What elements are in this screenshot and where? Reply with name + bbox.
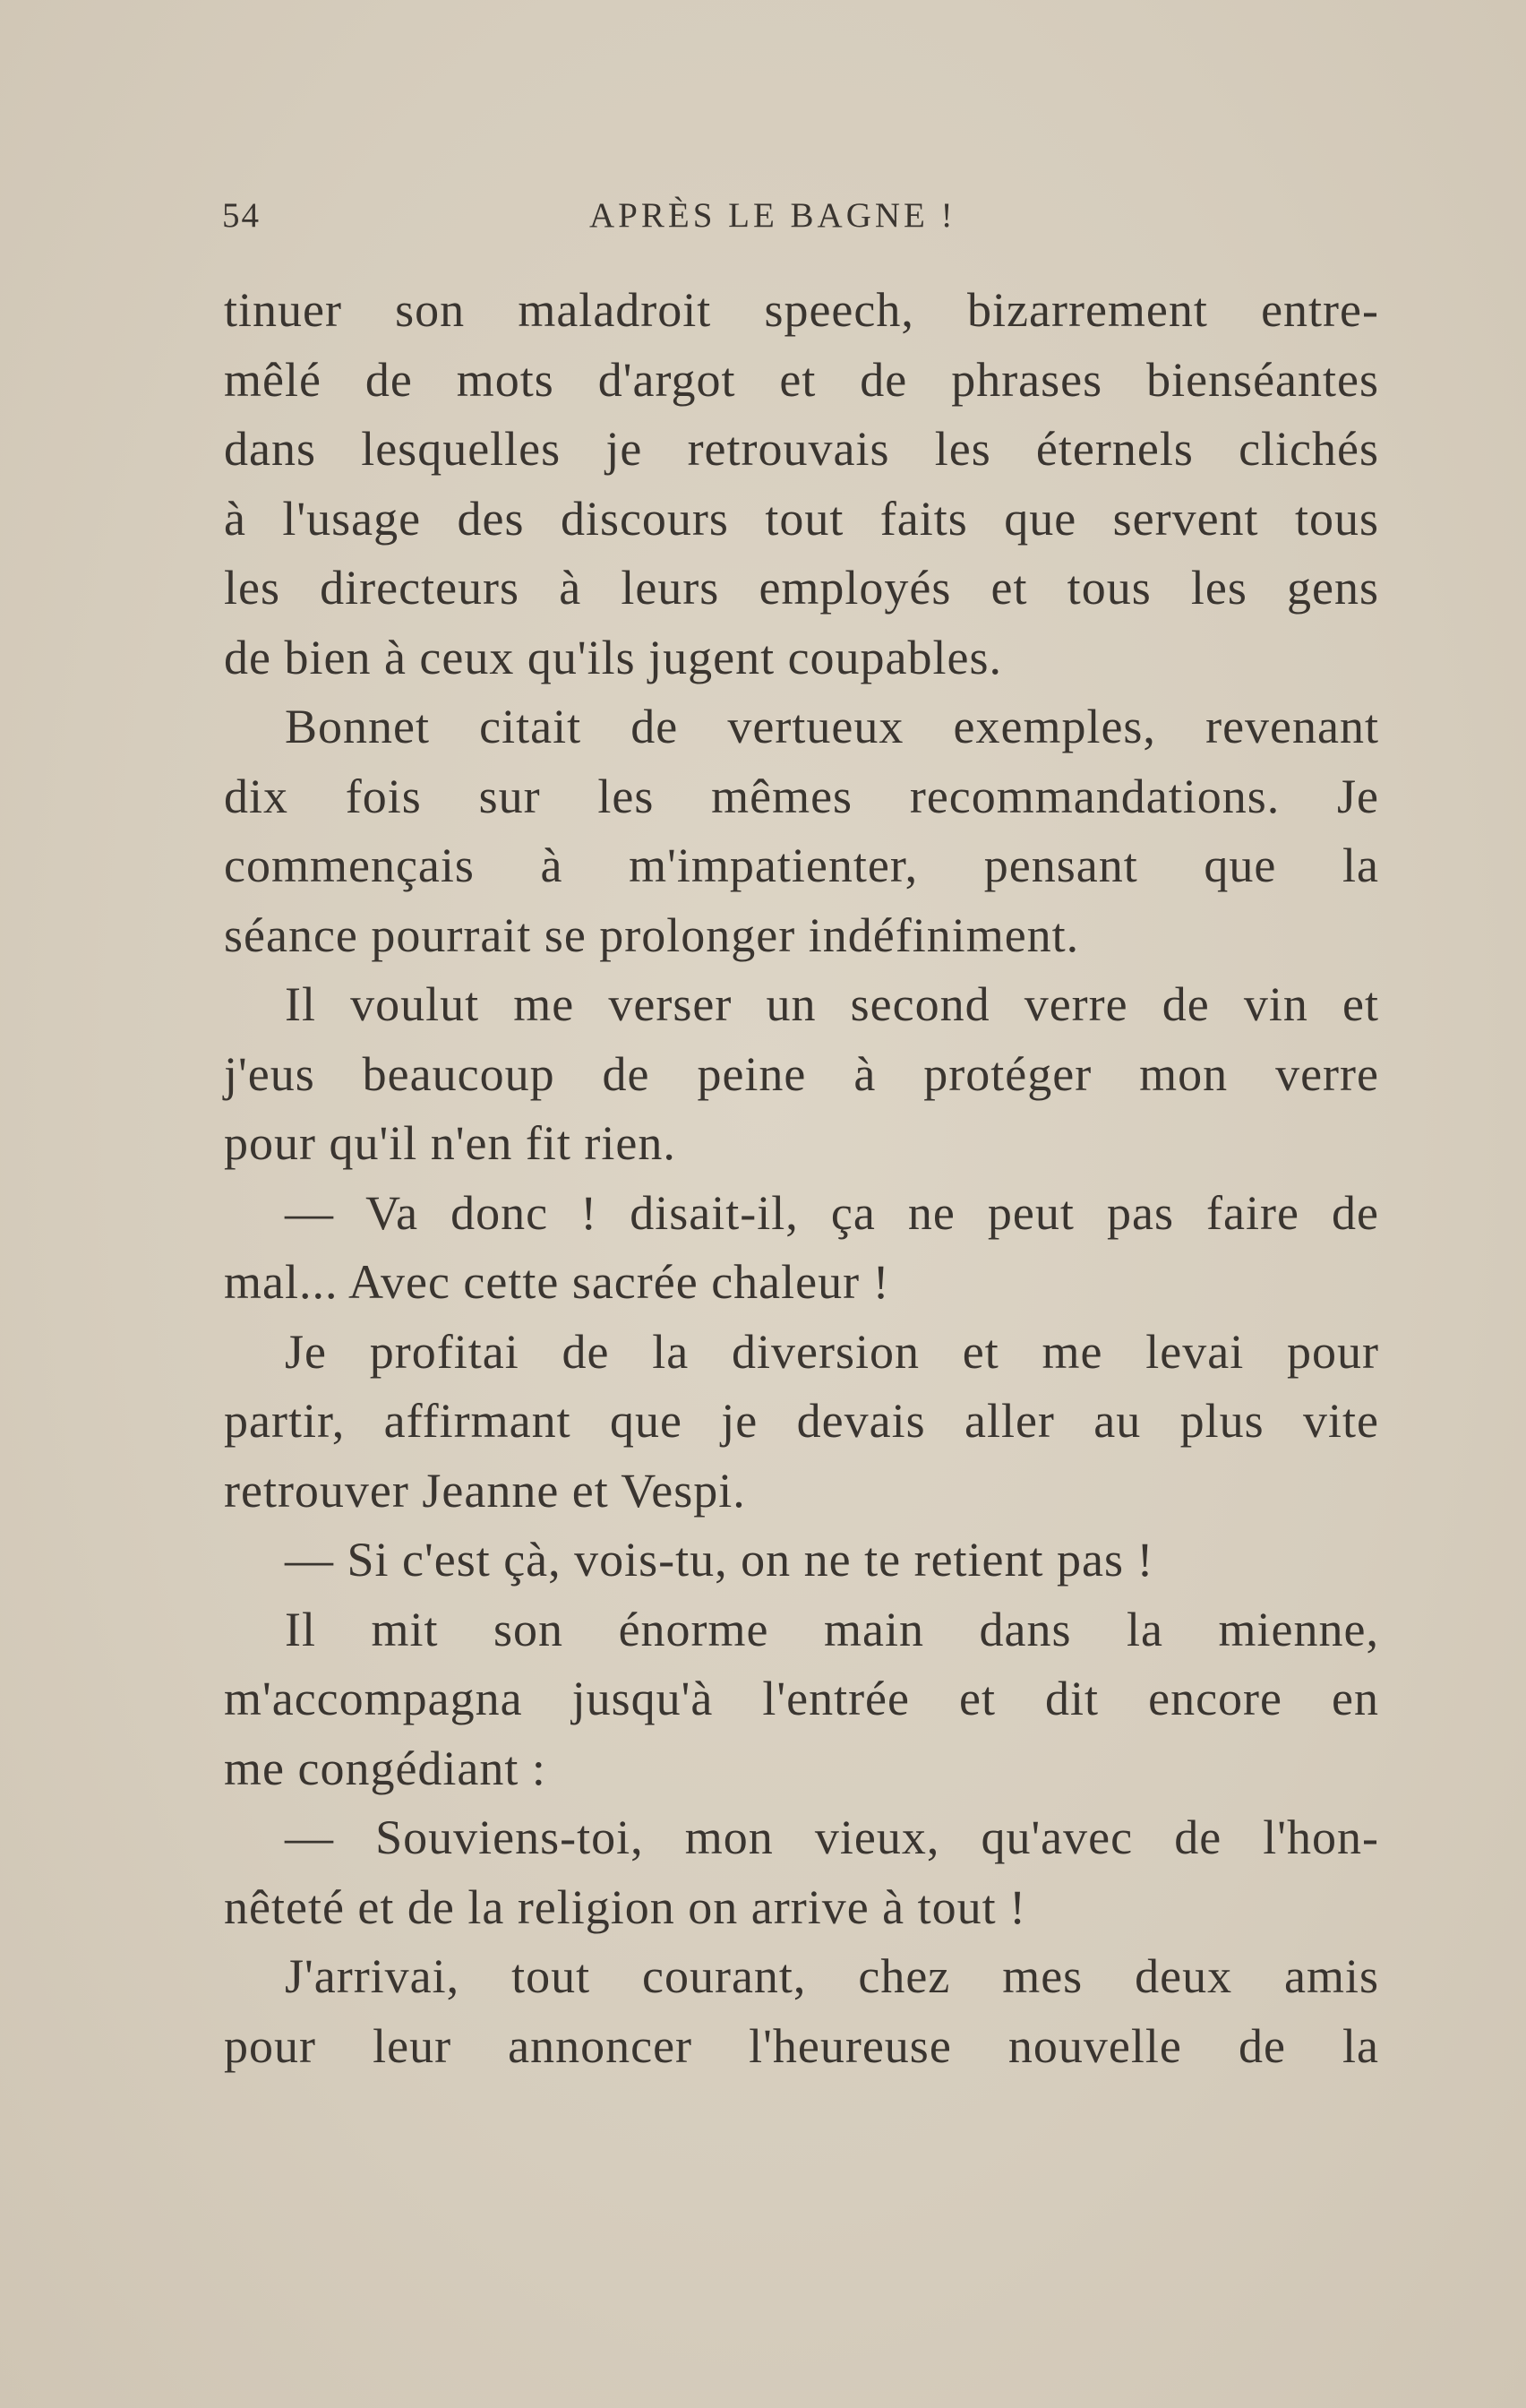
text-line: — Va donc ! disait-il, ça ne peut pas faire de [285, 1185, 1379, 1240]
text-line: les directeurs à leurs employés et tous les gens [224, 561, 1379, 615]
text-line: Il voulut me verser un second verre de vin et [285, 977, 1379, 1031]
running-header [222, 195, 1377, 249]
text-line: Bonnet citait de vertueux exemples, revenant [285, 700, 1379, 753]
text-line: commençais à m'impatienter, pensant que la [224, 838, 1379, 892]
text-line: — Souviens-toi, mon vieux, qu'avec de l'hon- [285, 1810, 1379, 1864]
text-line: partir, affirmant que je devais aller au plus vite [224, 1394, 1379, 1448]
text-line: Je profitai de la diversion et me levai pour [285, 1324, 1379, 1379]
text-line: J'arrivai, tout courant, chez mes deux amis [285, 1949, 1379, 2003]
text-line: Il mit son énorme main dans la mienne, [285, 1602, 1379, 1656]
text-line: retrouver Jeanne et Vespi. [224, 1463, 746, 1518]
body-text [224, 276, 1379, 2081]
text-line: j'eus beaucoup de peine à protéger mon verre [224, 1046, 1379, 1101]
text-line: pour qu'il n'en fit rien. [224, 1116, 676, 1170]
text-line: de bien à ceux qu'ils jugent coupables. [224, 630, 1002, 684]
text-line: me congédiant : [224, 1741, 546, 1795]
text-line: à l'usage des discours tout faits que servent tous [224, 491, 1379, 546]
text-line: — Si c'est çà, vois-tu, on ne te retient pas ! [285, 1533, 1154, 1587]
text-line: nêteté et de la religion on arrive à tout ! [224, 1879, 1027, 1934]
text-line: pour leur annoncer l'heureuse nouvelle de la [224, 2018, 1379, 2073]
text-line: séance pourrait se prolonger indéfiniment. [224, 907, 1080, 962]
text-line: mal... Avec cette sacrée chaleur ! [224, 1255, 890, 1309]
running-title: APRÈS LE BAGNE ! [589, 196, 956, 235]
page-number: 54 [222, 196, 261, 235]
text-line: dans lesquelles je retrouvais les éternels clichés [224, 422, 1379, 476]
text-line: tinuer son maladroit speech, bizarrement entre- [224, 283, 1379, 337]
text-line: dix fois sur les mêmes recommandations. Je [224, 769, 1379, 823]
text-line: m'accompagna jusqu'à l'entrée et dit encore en [224, 1672, 1379, 1725]
text-line: mêlé de mots d'argot et de phrases bienséantes [224, 352, 1379, 407]
